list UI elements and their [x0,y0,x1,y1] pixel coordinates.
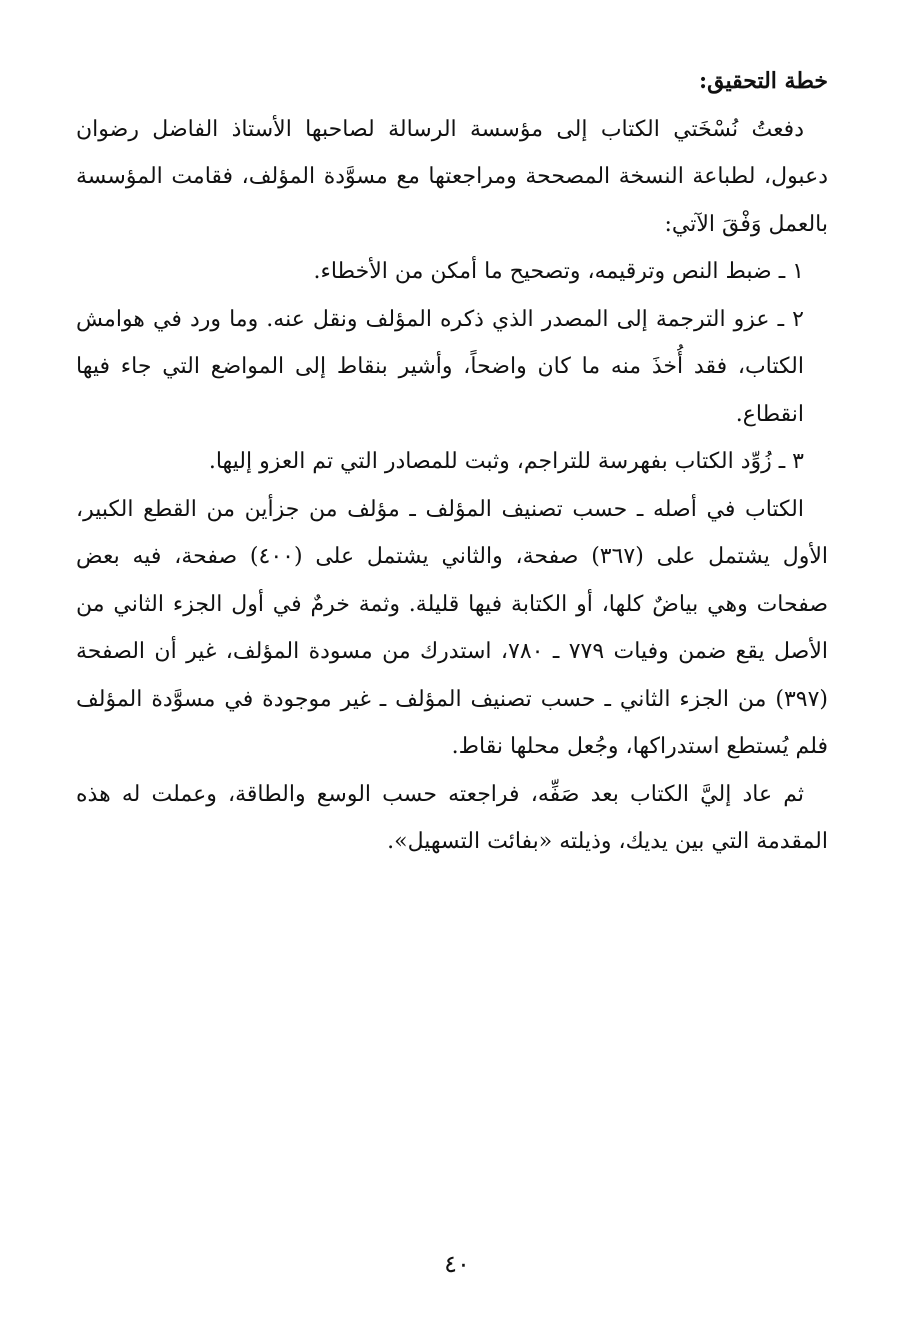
intro-paragraph: دفعتُ نُسْخَتي الكتاب إلى مؤسسة الرسالة لصاحبها الأستاذ الفاضل رضوان دعبول، لطباعة النسخة المصححة ومراجعتها مع مسوَّدة المؤلف، فقامت المؤسسة بالعمل وَفْقَ الآتي: [76,116,828,237]
closing-paragraph: ثم عاد إليَّ الكتاب بعد صَفِّه، فراجعته حسب الوسع والطاقة، وعملت له هذه المقدمة التي بين يديك، وذيلته «بفائت التسهيل». [76,781,828,854]
description-paragraph: الكتاب في أصله ـ حسب تصنيف المؤلف ـ مؤلف من جزأين من القطع الكبير، الأول يشتمل على (٣٦٧) صفحة، والثاني يشتمل على (٤٠٠) صفحة، فيه بعض صفحات وهي بياضٌ كلها، أو الكتابة فيها قليلة. وثمة خرمٌ في أول الجزء الثاني من الأصل يقع ضمن وفيات ٧٧٩ ـ ٧٨٠، استدرك من مسودة المؤلف، غير أن الصفحة (٣٩٧) من الجزء الثاني ـ حسب تصنيف المؤلف ـ غير موجودة في مسوَّدة المؤلف فلم يُستطع استدراكها، وجُعل محلها نقاط. [76,496,829,759]
list-item-3: ٣ ـ زُوِّد الكتاب بفهرسة للتراجم، وثبت للمصادر التي تم العزو إليها. [208,449,804,474]
page-number: ٤٠ [444,1250,470,1278]
list-item-1: ١ ـ ضبط النص وترقيمه، وتصحيح ما أمكن من الأخطاء. [313,259,804,284]
list-item-2: ٢ ـ عزو الترجمة إلى المصدر الذي ذكره المؤلف ونقل عنه. وما ورد في هوامش الكتاب، فقد أُخذَ منه ما كان واضحاً، وأشير بنقاط إلى المواضع التي جاء فيها انقطاع. [76,306,804,427]
section-heading: خطة التحقيق: [699,68,828,94]
page-body [76,58,828,866]
